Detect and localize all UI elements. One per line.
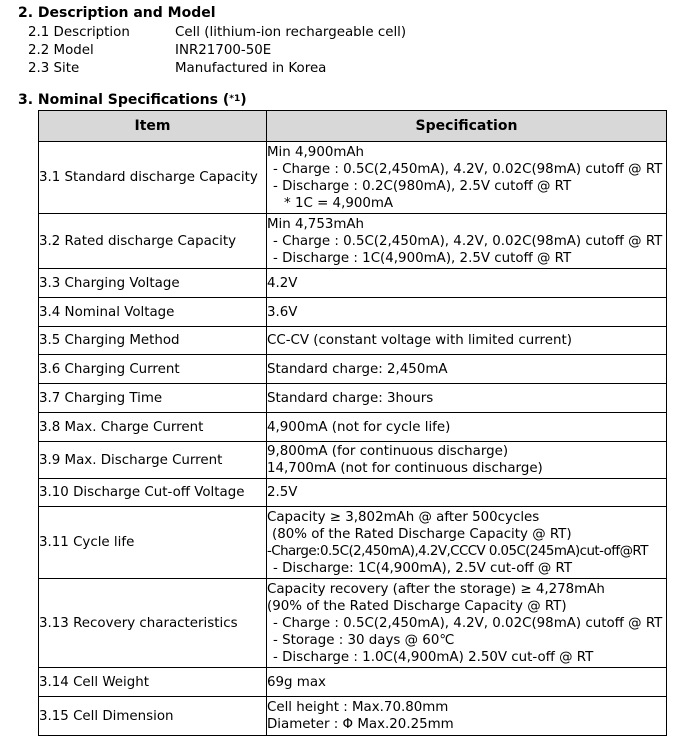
description-label: 2.1 Description: [28, 25, 130, 40]
spec-line: Diameter : Φ Max.20.25mm: [267, 717, 454, 732]
description-list: [28, 24, 406, 78]
footnote-marker: *1: [229, 94, 241, 104]
spec-line: - Discharge : 1C(4,900mA), 2.5V cutoff @ RT: [273, 250, 572, 266]
spec-line: (90% of the Rated Discharge Capacity @ RT): [267, 598, 567, 614]
item-cell: 3.5 Charging Method: [39, 327, 267, 355]
spec-cell: [267, 668, 667, 697]
spec-cell: [267, 214, 667, 269]
item-cell: 3.2 Rated discharge Capacity: [39, 214, 267, 269]
spec-cell: [267, 479, 667, 507]
table-header-row: [39, 111, 667, 142]
spec-cell: [267, 697, 667, 736]
item-cell: 3.1 Standard discharge Capacity: [39, 142, 267, 214]
spec-line: - Charge : 0.5C(2,450mA), 4.2V, 0.02C(98mA) cutoff @ RT: [273, 615, 663, 631]
spec-cell: [267, 327, 667, 355]
site-value: Manufactured in Korea: [175, 61, 327, 76]
spec-line: 9,800mA (for continuous discharge): [267, 444, 509, 459]
spec-line: - Discharge : 0.2C(980mA), 2.5V cutoff @ RT: [273, 178, 572, 194]
table-row: [39, 442, 667, 479]
spec-line: 4.2V: [267, 275, 298, 291]
item-cell: 3.13 Recovery characteristics: [39, 579, 267, 668]
item-cell: 3.8 Max. Charge Current: [39, 413, 267, 442]
section-3-title: [18, 92, 247, 108]
spec-cell: [267, 355, 667, 384]
section-2-title: 2. Description and Model: [18, 5, 216, 21]
section-3-title-text: 3. Nominal Specifications (: [18, 92, 230, 108]
item-cell: 3.9 Max. Discharge Current: [39, 442, 267, 479]
spec-line: Cell height : Max.70.80mm: [267, 700, 449, 715]
spec-cell: [267, 442, 667, 479]
table-row: [39, 269, 667, 298]
site-label: 2.3 Site: [28, 61, 80, 76]
model-label: 2.2 Model: [28, 43, 94, 58]
spec-line: - Discharge : 1.0C(4,900mA) 2.50V cut-off @ RT: [273, 649, 594, 665]
spec-line: - Charge : 0.5C(2,450mA), 4.2V, 0.02C(98mA) cutoff @ RT: [273, 161, 663, 177]
spec-cell: [267, 413, 667, 442]
section-3-title-end: ): [240, 92, 247, 108]
spec-line: - Charge : 0.5C(2,450mA), 4.2V, 0.02C(98mA) cutoff @ RT: [273, 233, 663, 249]
spec-cell: [267, 269, 667, 298]
spec-line: Min 4,753mAh: [267, 216, 365, 232]
item-cell: 3.15 Cell Dimension: [39, 697, 267, 736]
spec-line: 4,900mA (not for cycle life): [267, 419, 451, 435]
item-cell: 3.4 Nominal Voltage: [39, 298, 267, 327]
item-cell: 3.3 Charging Voltage: [39, 269, 267, 298]
item-cell: 3.11 Cycle life: [39, 507, 267, 579]
spec-line: CC-CV (constant voltage with limited current): [267, 333, 572, 348]
spec-cell: [267, 298, 667, 327]
spec-line: 2.5V: [267, 485, 298, 500]
table-row: [39, 214, 667, 269]
spec-line: Capacity recovery (after the storage) ≥ 4,278mAh: [267, 581, 605, 597]
spec-column-header: Specification: [267, 111, 667, 142]
item-cell: 3.6 Charging Current: [39, 355, 267, 384]
spec-line: -Charge:0.5C(2,450mA),4.2V,CCCV 0.05C(245mA)cut-off@RT: [267, 543, 648, 559]
description-row: [28, 24, 406, 42]
spec-line: 14,700mA (not for continuous discharge): [267, 461, 543, 476]
table-row: [39, 479, 667, 507]
table-row: [39, 298, 667, 327]
spec-line: Capacity ≥ 3,802mAh @ after 500cycles: [267, 509, 540, 525]
spec-line: 3.6V: [267, 304, 298, 320]
spec-cell: [267, 579, 667, 668]
spec-cell: [267, 384, 667, 413]
table-row: [39, 668, 667, 697]
table-row: [39, 413, 667, 442]
table-row: [39, 355, 667, 384]
table-row: [39, 507, 667, 579]
spec-line: (80% of the Rated Discharge Capacity @ RT): [272, 526, 572, 542]
spec-line: Standard charge: 2,450mA: [267, 361, 448, 377]
model-value: INR21700-50E: [175, 43, 272, 58]
spec-cell: [267, 507, 667, 579]
table-row: [39, 697, 667, 736]
model-row: [28, 42, 406, 60]
spec-line: - Storage : 30 days @ 60℃: [273, 632, 455, 648]
site-row: [28, 60, 406, 78]
item-cell: 3.14 Cell Weight: [39, 668, 267, 697]
spec-cell: [267, 142, 667, 214]
nominal-spec-table: [38, 110, 667, 736]
table-row: [39, 142, 667, 214]
item-column-header: Item: [39, 111, 267, 142]
table-row: [39, 579, 667, 668]
table-row: [39, 327, 667, 355]
spec-line: - Discharge: 1C(4,900mA), 2.5V cut-off @ RT: [273, 560, 573, 576]
spec-line: 69g max: [267, 674, 326, 690]
spec-line: Standard charge: 3hours: [267, 390, 434, 406]
spec-line: Min 4,900mAh: [267, 144, 365, 160]
spec-line: * 1C = 4,900mA: [284, 195, 394, 211]
description-value: Cell (lithium-ion rechargeable cell): [175, 25, 407, 40]
item-cell: 3.7 Charging Time: [39, 384, 267, 413]
table-row: [39, 384, 667, 413]
item-cell: 3.10 Discharge Cut-off Voltage: [39, 479, 267, 507]
